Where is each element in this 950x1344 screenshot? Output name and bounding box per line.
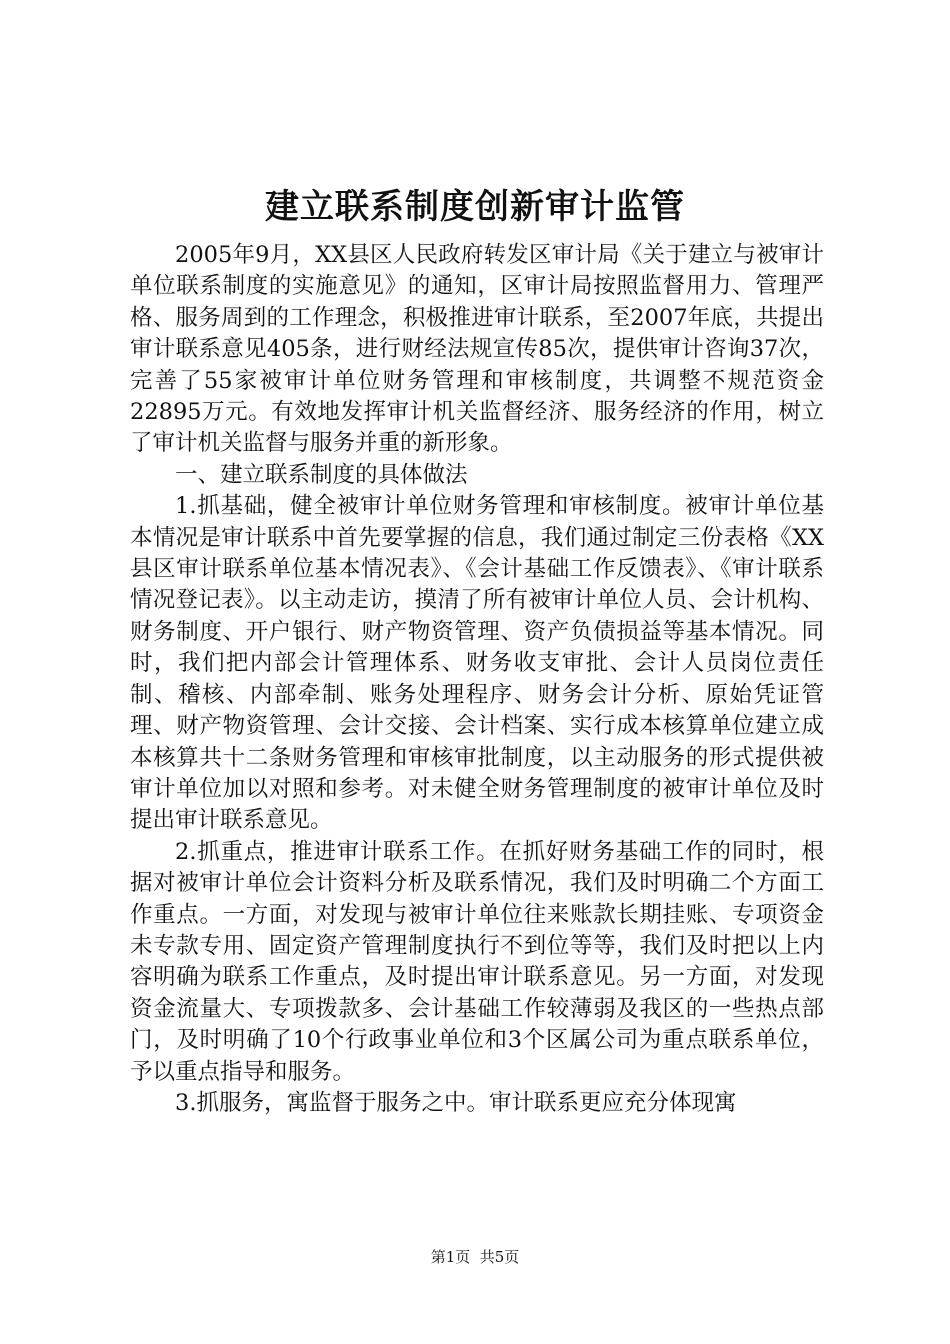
point-2-paragraph: 2.抓重点，推进审计联系工作。在抓好财务基础工作的同时，根据对被审计单位会计资料分析及联系情况，我们及时明确二个方面工作重点。一方面，对发现与被审计单位往来账款长期挂账、专项资金未专款专用、固定资产管理制度执行不到位等等，我们及时把以上内容明确为联系工作重点，及时提出审计联系意见。另一方面，对发现资金流量大、专项拨款多、会计基础工作较薄弱及我区的一些热点部门，及时明确了10个行政事业单位和3个区属公司为重点联系单位，予以重点指导和服务。 <box>130 838 824 1085</box>
section-heading: 一、建立联系制度的具体做法 <box>175 461 468 488</box>
document-title: 建立联系制度创新审计监管 <box>265 187 685 227</box>
point-1-paragraph: 1.抓基础，健全被审计单位财务管理和审核制度。被审计单位基本情况是审计联系中首先要掌握的信息，我们通过制定三份表格《XX县区审计联系单位基本情况表》、《会计基础工作反馈表》、《审计联系情况登记表》。以主动走访，摸清了所有被审计单位人员、会计机构、财务制度、开户银行、财产物资管理、资产负债损益等基本情况。同时，我们把内部会计管理体系、财务收支审批、会计人员岗位责任制、稽核、内部牵制、账务处理程序、财务会计分析、原始凭证管理、财产物资管理、会计交接、会计档案、实行成本核算单位建立成本核算共十二条财务管理和审核审批制度，以主动服务的形式提供被审计单位加以对照和参考。对未健全财务管理制度的被审计单位及时提出审计联系意见。 <box>130 493 824 834</box>
document-body <box>130 240 824 1119</box>
intro-paragraph: 2005年9月，XX县区人民政府转发区审计局《关于建立与被审计单位联系制度的实施意见》的通知，区审计局按照监督用力、管理严格、服务周到的工作理念，积极推进审计联系，至2007年底，共提出审计联系意见405条，进行财经法规宣传85次，提供审计咨询37次，完善了55家被审计单位财务管理和审核制度，共调整不规范资金22895万元。有效地发挥审计机关监督经济、服务经济的作用，树立了审计机关监督与服务并重的新形象。 <box>130 242 824 457</box>
point-3-paragraph: 3.抓服务，寓监督于服务之中。审计联系更应充分体现寓 <box>175 1089 737 1116</box>
page-footer: 第1页 共5页 <box>430 1248 520 1266</box>
